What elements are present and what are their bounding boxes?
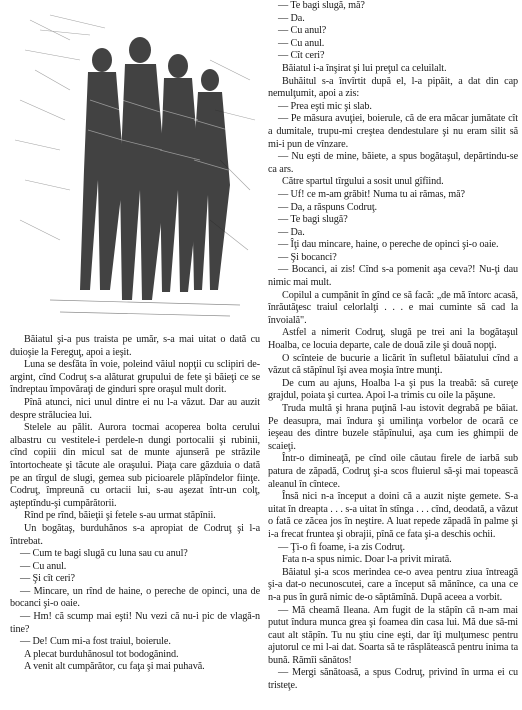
paragraph: O scînteie de bucurie a licărit în sufletul băiatului cînd a văzut că stăpînul îşi avea moşia între munţi. (268, 352, 518, 377)
paragraph: A plecat burduhănosul tot bodogănind. (24, 648, 179, 660)
dialogue-line: — Cu anul. (20, 560, 67, 572)
paragraph: Către spartul tîrgului a sosit unul gîfîind. (282, 176, 444, 188)
paragraph: Într-o dimineaţă, pe cînd oile căutau firele de iarbă sub patura de zăpadă, Codruţ şi-a scos fluierul să-şi mai topească aleanul în cîntece. (268, 453, 518, 490)
dialogue-line: — Da. (278, 12, 305, 24)
dialogue-line: — Te bagi slugă, mă? (278, 0, 365, 11)
dialogue-line: — Îţi dau mincare, haine, o pereche de opinci şi-o oaie. (278, 239, 499, 251)
dialogue-line: — Mă cheamă Ileana. Am fugit de la stăpîn că n-am mai putut îndura munca grea şi foamea din casa lui. Mă due să-mi caut alt stăpîn. Tu nu ştiu cine eşti, dar îţi mulţumesc pentru ajutorul ce mi l-ai dat. Soarta să te răsplătească pentru inima ta bună. Rămîi sănătos! (268, 604, 518, 666)
dialogue-line: — Prea eşti mic şi slab. (278, 100, 372, 112)
dialogue-line: — Nu eşti de mine, băiete, a spus bogătaşul, depărtindu-se ca ars. (268, 151, 518, 175)
right-column (268, 0, 518, 693)
paragraph: Pînă atunci, nici unul dintre ei nu l-a văzut. Dar au auzit despre străluciea lui. (10, 396, 260, 421)
paragraph: Băiatul şi-a pus traista pe umăr, s-a mai uitat o dată cu duioşie la Fereguţ, apoi a ieşit. (10, 334, 260, 358)
paragraph: Băiatul i-a înşirat şi lui preţul ca celuilalt. (282, 62, 447, 74)
paragraph: A venit alt cumpărător, cu faţa şi mai puhavă. (24, 661, 205, 673)
dialogue-line: — Cu anul. (278, 37, 325, 49)
left-column (10, 0, 260, 674)
dialogue-line: — Cu anul? (278, 25, 327, 37)
dialogue-line: — Da. (278, 226, 305, 238)
dialogue-line: — Ţi-o fi foame, i-a zis Codruţ. (278, 541, 405, 553)
dialogue-line: — Uf! ce m-am grăbit! Numa tu ai rămas, mă? (278, 188, 465, 200)
woodcut-figures-illustration (10, 0, 260, 328)
dialogue-line: — Mergi sănătoasă, a spus Codruţ, privind în urma ei cu tristeţe. (268, 667, 518, 692)
paragraph: Însă nici n-a început a doini că a auzit nişte gemete. S-a uitat în dreapta . . . s-a uitat în stînga . . . cînd, deodată, a văzut o fată ce zăcea jos în neştire. A luat repede zăpadă în palme şi i-a frecat fruntea şi obrajii, pînă ce fata şi-a deschis ochii. (268, 491, 518, 540)
paragraph: Fata n-a spus nimic. Doar l-a privit mirată. (282, 554, 452, 566)
dialogue-line: — Cît ceri? (278, 50, 325, 62)
paragraph: Stelele au pălit. Aurora tocmai acoperea bolta cerului albastru cu vestitele-i perdele-n dungi portocalii şi rubinii, cînd copiii din micul sat de munte ajunseră pe străzile întortocheate şi tăcute ale oraşului. Piaţa care găzduia o dată pe an tîrgul de slugi, gemea sub picioarele plăpîndelor fiinţe. Codruţ, împreună cu ortacii lui, s-au aşezat într-un colţ, aşteptîndu-şi cumpărătorii. (10, 422, 260, 509)
dialogue-line: — Mincare, un rînd de haine, o pereche de opinci, una de bocanci şi-o oaie. (10, 585, 260, 610)
paragraph: Astfel a nimerit Codruţ, slugă pe trei ani la bogătaşul Hoalba, ce locuia departe, cale de două zile şi două nopţi. (268, 327, 518, 352)
dialogue-line: — Bocanci, ai zis! Cînd s-a pomenit aşa ceva?! Nu-ţi dau nimic mai mult. (268, 264, 518, 289)
paragraph: Copilul a cumpănit în gînd ce să facă: „de mă întorc acasă, înrăutăţesc traiul celorlalţi . . . e mai cuminte să cad la învoială". (268, 289, 518, 326)
dialogue-line: — Hm! că scump mai eşti! Nu vezi că nu-i pic de vlagă-n tine? (10, 611, 260, 635)
dialogue-line: — Da, a răspuns Codruţ. (278, 201, 377, 213)
paragraph: Buhăitul s-a învîrtit după el, l-a pipăit, a dat din cap nemulţumit, apoi a zis: (268, 75, 518, 100)
paragraph: De cum au ajuns, Hoalba l-a şi pus la treabă: să cureţe grajdul, poiata şi curtea. Apoi l-a trimis cu oile la păşune. (268, 377, 518, 402)
paragraph: Truda multă şi hrana puţină l-au istovit degrabă pe băiat. Pe deasupra, mai îndura şi umilinţa vorbelor de ocară ce ieşeau des dintre buzele stăpînului, aşa cum ies ghimpii de scaieţi. (268, 403, 518, 452)
dialogue-line: — Te bagi slugă? (278, 214, 348, 226)
paragraph: Rînd pe rînd, băieţii şi fetele s-au urmat stăpînii. (24, 510, 216, 522)
paragraph: Un bogătaş, burduhănos s-a apropiat de Codruţ şi l-a întrebat. (10, 522, 260, 547)
paragraph: Băiatul şi-a scos merindea ce-o avea pentru ziua întreagă şi-a dat-o necunoscutei, care a început să mănînce, ca una ce n-a pus în gură nimic de-o săptămînă. După aceea a vorbit. (268, 566, 518, 603)
dialogue-line: — De! Cum mi-a fost traiul, boierule. (20, 636, 171, 648)
paragraph: Luna se desfăta în voie, poleind văiul nopţii cu sclipiri de-argint, cînd Codruţ s-a alăturat grupului de fete şi băieţi ce se îndreptau împovăraţi de ginduri spre oraşul mult dorit. (10, 359, 260, 396)
dialogue-line: — Cum te bagi slugă cu luna sau cu anul? (20, 548, 188, 560)
dialogue-line: — Şi cît ceri? (20, 573, 75, 585)
dialogue-line: — Şi bocanci? (278, 251, 337, 263)
dialogue-line: — Pe măsura avuţiei, boierule, că de era măcar jumătate cît a dumitale, trupu-mi creştea dendestulare şi nu eram silit să mi-i pun de vînzare. (268, 113, 518, 150)
